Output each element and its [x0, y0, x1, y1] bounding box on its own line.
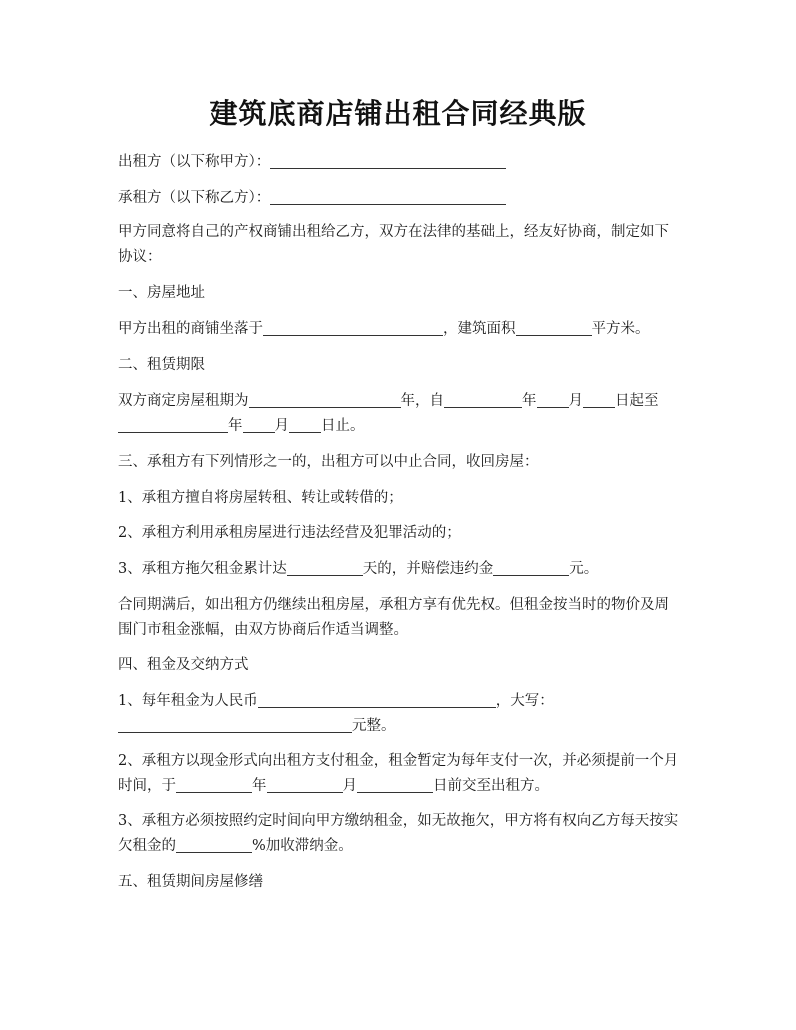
- lessor-label: 出租方（以下称甲方）：: [118, 154, 271, 170]
- payment-2-text-b: 年: [252, 778, 267, 794]
- lessee-label: 承租方（以下称乙方）：: [118, 190, 271, 206]
- late-fee-rate-blank: [176, 836, 252, 853]
- payment-1-text-a: 1、每年租金为人民币: [118, 693, 258, 709]
- start-day-blank: [583, 391, 615, 408]
- document-title: 建筑底商店铺出租合同经典版: [209, 97, 587, 130]
- area-blank: [516, 319, 592, 336]
- clause-3-text-b: 天的，并赔偿违约金: [362, 561, 494, 577]
- payment-2: [118, 749, 683, 799]
- payment-3-text-a: 3、承租方必须按照约定时间向甲方缴纳租金，如无故拖欠，甲方将有权向乙方每天按实欠租金的: [118, 813, 679, 854]
- renewal-paragraph: 合同期满后，如出租方仍继续出租房屋，承租方享有优先权。但租金按当时的物价及周围门市租金涨幅，由双方协商后作适当调整。: [118, 597, 669, 638]
- term-years-blank: [249, 391, 401, 408]
- term-paragraph: [118, 389, 683, 439]
- rent-amount-blank: [258, 691, 496, 708]
- intro-paragraph: 甲方同意将自己的产权商铺出租给乙方，双方在法律的基础上，经友好协商，制定如下协议：: [118, 224, 669, 265]
- term-text-h: 日止。: [321, 418, 365, 434]
- arrears-days-blank: [287, 559, 363, 576]
- end-year-blank: [118, 416, 228, 433]
- penalty-amount-blank: [493, 559, 569, 576]
- clause-3: [118, 557, 683, 582]
- section-4-heading: 四、租金及交纳方式: [118, 657, 249, 673]
- address-line: [118, 317, 683, 342]
- payment-2-text-c: 月: [342, 778, 357, 794]
- lessor-line: [118, 150, 683, 175]
- payment-3: [118, 809, 683, 859]
- section-2-heading: 二、租赁期限: [118, 357, 205, 373]
- payment-2-text-d: 日前交至出租方。: [433, 778, 549, 794]
- lessee-blank: [270, 188, 506, 205]
- address-text-b: ，建筑面积: [443, 321, 516, 337]
- payment-2-text-a: 2、承租方以现金形式向出租方支付租金，租金暂定为每年支付一次，并必须提前一个月时间，于: [118, 753, 679, 794]
- term-text-g: 月: [274, 418, 289, 434]
- pay-day-blank: [357, 776, 433, 793]
- term-text-d: 月: [568, 393, 583, 409]
- payment-1: [118, 689, 683, 739]
- pay-month-blank: [267, 776, 343, 793]
- start-month-blank: [537, 391, 569, 408]
- start-year-blank: [444, 391, 522, 408]
- section-3-heading: 三、承租方有下列情形之一的，出租方可以中止合同，收回房屋：: [118, 454, 539, 470]
- end-month-blank: [243, 416, 275, 433]
- clause-2: 2、承租方利用承租房屋进行违法经营及犯罪活动的；: [118, 525, 461, 541]
- address-text-c: 平方米。: [591, 321, 650, 337]
- clause-3-text-c: 元。: [569, 561, 599, 577]
- address-blank: [263, 319, 443, 336]
- section-5-heading: 五、租赁期间房屋修缮: [118, 874, 263, 890]
- payment-1-text-c: 元整。: [352, 718, 396, 734]
- end-day-blank: [289, 416, 321, 433]
- section-1-heading: 一、房屋地址: [118, 285, 205, 301]
- term-text-f: 年: [228, 418, 243, 434]
- term-text-e: 日起至: [615, 393, 659, 409]
- clause-3-text-a: 3、承租方拖欠租金累计达: [118, 561, 287, 577]
- term-text-b: 年，自: [400, 393, 444, 409]
- pay-year-blank: [176, 776, 252, 793]
- address-text-a: 甲方出租的商铺坐落于: [118, 321, 263, 337]
- clause-1: 1、承租方擅自将房屋转租、转让或转借的；: [118, 490, 403, 506]
- term-text-a: 双方商定房屋租期为: [118, 393, 249, 409]
- lessor-blank: [270, 152, 506, 169]
- term-text-c: 年: [522, 393, 537, 409]
- lessee-line: [118, 186, 683, 211]
- rent-words-blank: [118, 716, 352, 733]
- payment-1-text-b: ，大写：: [495, 693, 554, 709]
- payment-3-text-b: %加收滞纳金。: [252, 838, 353, 854]
